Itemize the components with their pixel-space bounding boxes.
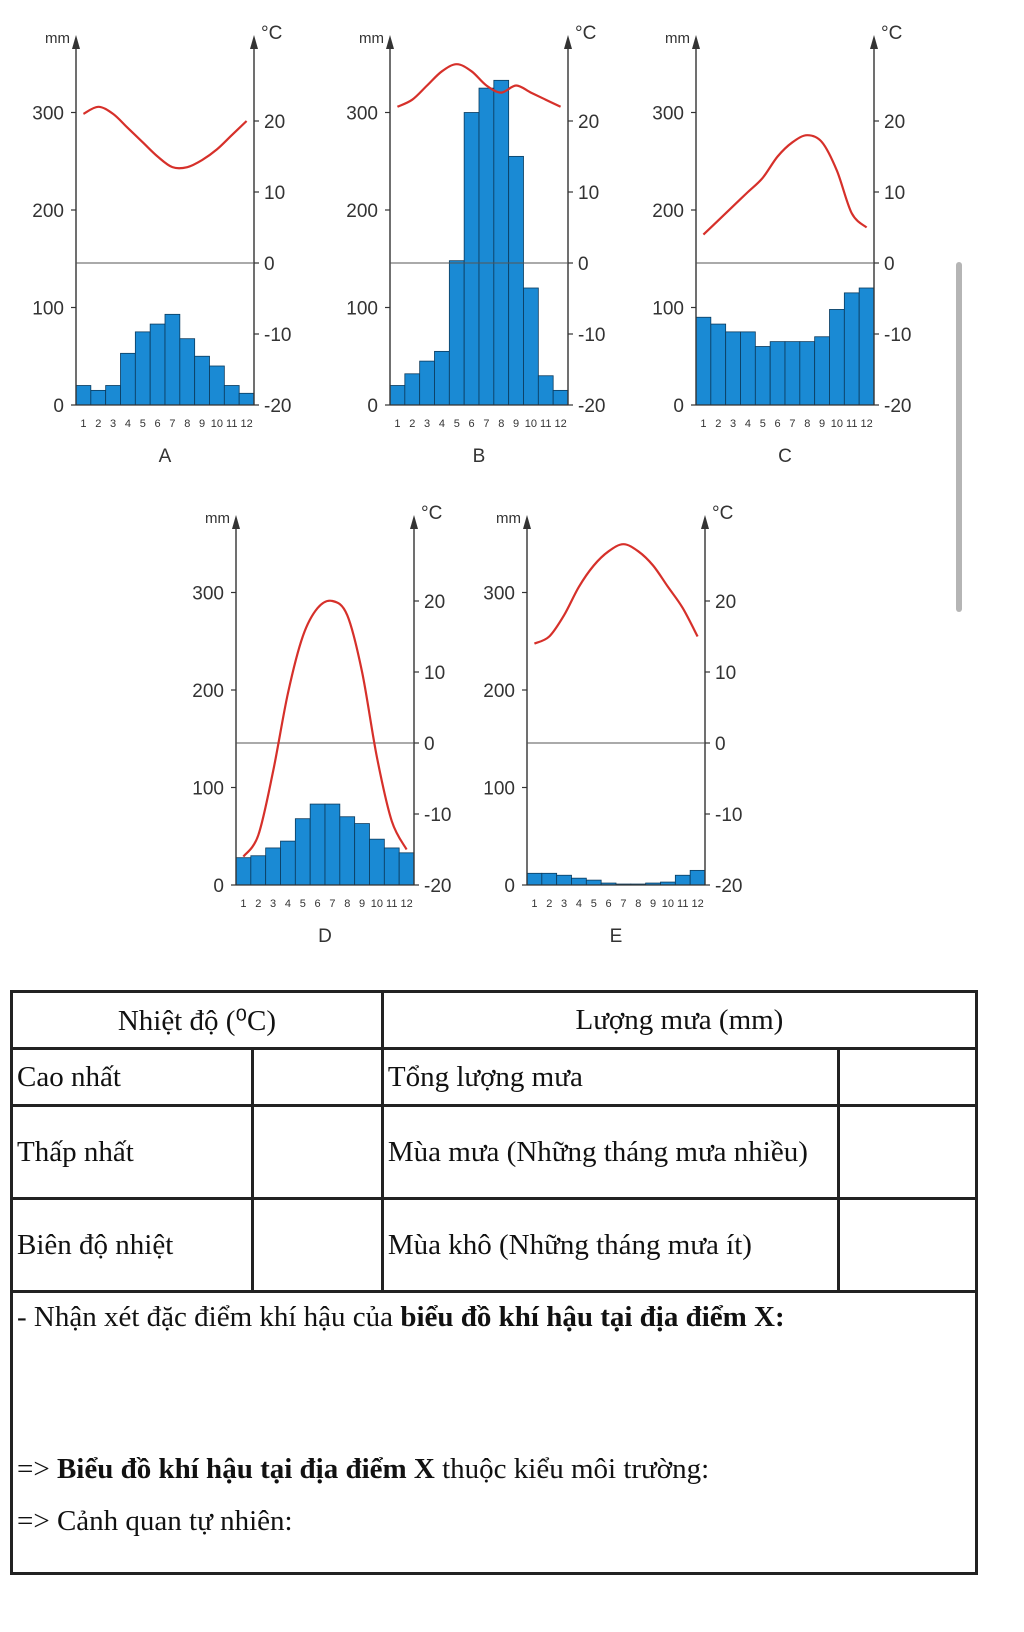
right-tick-label: 20 [715, 592, 737, 613]
climate-chart-c [652, 23, 911, 467]
month-tick-label: 9 [819, 418, 826, 430]
month-tick-label: 2 [95, 418, 102, 430]
right-tick-label: -10 [884, 325, 912, 346]
chart-label: D [318, 926, 332, 947]
left-tick-label: 100 [483, 778, 515, 800]
analysis-table [10, 990, 978, 1575]
vertical-scrollbar[interactable] [956, 262, 962, 612]
temperature-line [703, 135, 866, 234]
month-tick-label: 2 [255, 898, 262, 910]
month-tick-label: 6 [154, 418, 161, 430]
precip-bar [553, 390, 568, 405]
precip-bar [815, 337, 830, 405]
precip-bar [830, 309, 845, 405]
precip-bar [844, 293, 859, 405]
month-tick-label: 3 [110, 418, 117, 430]
precip-bar [399, 853, 414, 885]
precip-bar [538, 376, 553, 405]
precip-bar [675, 875, 690, 885]
left-tick-label: 200 [346, 201, 378, 222]
chart-label: E [609, 926, 623, 947]
precip-bar [76, 386, 91, 406]
left-tick-label: 0 [53, 396, 64, 417]
precip-bar [542, 873, 557, 885]
landscape-prompt: => Cảnh quan tự nhiên: [17, 1505, 293, 1537]
month-tick-label: 1 [700, 418, 707, 430]
precip-bar [224, 386, 239, 406]
month-tick-label: 3 [424, 418, 431, 430]
right-tick-label: 20 [264, 112, 286, 133]
precip-bar [325, 804, 340, 885]
precip-bar [195, 356, 210, 405]
month-tick-label: 8 [184, 418, 191, 430]
right-tick-label: 0 [578, 254, 589, 275]
month-tick-label: 4 [284, 898, 291, 910]
right-axis-arrow-icon [870, 35, 878, 49]
right-axis-unit: °C [421, 503, 443, 524]
left-axis-unit: mm [496, 510, 521, 527]
precip-bar [690, 870, 705, 885]
month-tick-label: 4 [124, 418, 131, 430]
chart-label: C [778, 446, 792, 467]
precip-bar [281, 841, 296, 885]
precip-bar [251, 856, 266, 885]
precip-bar [524, 288, 539, 405]
left-tick-label: 200 [652, 201, 684, 222]
right-tick-label: -10 [424, 805, 452, 826]
month-tick-label: 11 [226, 418, 238, 430]
row-label-rainy-season: Mùa mưa (Những tháng mưa nhiều) [382, 1106, 839, 1199]
month-tick-label: 12 [691, 898, 704, 910]
precip-bar [785, 342, 800, 405]
left-tick-label: 0 [504, 876, 515, 897]
month-tick-label: 11 [386, 898, 398, 910]
month-tick-label: 2 [715, 418, 722, 430]
month-tick-label: 6 [314, 898, 321, 910]
precip-bar [370, 839, 385, 885]
month-tick-label: 1 [80, 418, 87, 430]
right-tick-label: 10 [264, 183, 286, 204]
right-axis-arrow-icon [564, 35, 572, 49]
left-axis-unit: mm [45, 30, 70, 47]
precip-bar [527, 873, 542, 885]
month-tick-label: 11 [846, 418, 858, 430]
month-tick-label: 5 [299, 898, 306, 910]
month-tick-label: 10 [524, 418, 538, 430]
left-axis-unit: mm [205, 510, 230, 527]
left-axis-arrow-icon [72, 35, 80, 49]
precip-bar [479, 88, 494, 405]
month-tick-label: 8 [635, 898, 642, 910]
month-tick-label: 7 [620, 898, 627, 910]
right-axis-unit: °C [712, 503, 734, 524]
row-label-dry-season: Mùa khô (Những tháng mưa ít) [382, 1199, 839, 1292]
month-tick-label: 10 [830, 418, 844, 430]
right-axis-unit: °C [261, 23, 283, 44]
climate-chart-d [192, 503, 451, 947]
month-tick-label: 5 [453, 418, 460, 430]
right-tick-label: -10 [578, 325, 606, 346]
precip-bar [726, 332, 741, 405]
right-axis-arrow-icon [701, 515, 709, 529]
right-axis-arrow-icon [410, 515, 418, 529]
left-tick-label: 300 [483, 583, 515, 605]
left-tick-label: 0 [673, 396, 684, 417]
month-tick-label: 9 [650, 898, 657, 910]
month-tick-label: 10 [661, 898, 675, 910]
precip-bar [106, 386, 121, 406]
precip-bar [390, 386, 405, 406]
comment-prompt: - Nhận xét đặc điểm khí hậu của biểu đồ khí hậu tại địa điểm X: [17, 1301, 785, 1333]
precip-bar [340, 817, 355, 885]
precip-bar [755, 347, 770, 406]
dry-season-answer-cell[interactable] [839, 1199, 977, 1292]
chart-label: A [158, 446, 172, 467]
month-tick-label: 9 [359, 898, 366, 910]
right-axis-unit: °C [575, 23, 597, 44]
month-tick-label: 5 [590, 898, 597, 910]
precip-bar [509, 156, 524, 405]
month-tick-label: 10 [210, 418, 224, 430]
month-tick-label: 11 [677, 898, 689, 910]
left-tick-label: 300 [652, 103, 684, 125]
left-tick-label: 200 [483, 681, 515, 702]
right-tick-label: 0 [264, 254, 275, 275]
right-tick-label: 20 [424, 592, 446, 613]
precip-bar [355, 824, 370, 885]
precip-bar [420, 361, 435, 405]
temperature-line [83, 107, 246, 168]
left-axis-arrow-icon [386, 35, 394, 49]
month-tick-label: 12 [554, 418, 567, 430]
right-tick-label: 20 [578, 112, 600, 133]
month-tick-label: 10 [370, 898, 384, 910]
right-tick-label: -10 [715, 805, 743, 826]
left-tick-label: 300 [346, 103, 378, 125]
precip-bar [91, 390, 106, 405]
month-tick-label: 7 [789, 418, 796, 430]
precip-bar [266, 848, 281, 885]
left-tick-label: 100 [346, 298, 378, 320]
precip-bar [239, 393, 254, 405]
row-label-total-rain: Tổng lượng mưa [382, 1049, 839, 1106]
left-tick-label: 100 [32, 298, 64, 320]
left-tick-label: 0 [213, 876, 224, 897]
month-tick-label: 4 [438, 418, 445, 430]
month-tick-label: 5 [139, 418, 146, 430]
climate-charts [20, 0, 940, 990]
precip-bar [435, 351, 450, 405]
month-tick-label: 1 [394, 418, 401, 430]
left-tick-label: 300 [192, 583, 224, 605]
precip-bar [135, 332, 150, 405]
right-tick-label: 10 [424, 663, 446, 684]
precip-bar [295, 819, 310, 885]
temperature-header: Nhiệt độ (⁰C) [12, 992, 383, 1049]
month-tick-label: 2 [409, 418, 416, 430]
month-tick-label: 7 [329, 898, 336, 910]
right-tick-label: -10 [264, 325, 292, 346]
right-tick-label: -20 [264, 396, 292, 417]
precip-bar [586, 880, 601, 885]
chart-label: B [472, 446, 486, 467]
precip-bar [557, 875, 572, 885]
precip-bar [384, 848, 399, 885]
row-label-max-temp: Cao nhất [12, 1049, 253, 1106]
left-tick-label: 200 [192, 681, 224, 702]
precip-bar [572, 878, 587, 885]
month-tick-label: 3 [730, 418, 737, 430]
left-axis-arrow-icon [523, 515, 531, 529]
left-axis-arrow-icon [692, 35, 700, 49]
right-tick-label: 20 [884, 112, 906, 133]
month-tick-label: 11 [540, 418, 552, 430]
precip-bar [405, 374, 420, 405]
rainy-season-answer-cell[interactable] [839, 1106, 977, 1199]
precip-bar [121, 353, 136, 405]
left-tick-label: 300 [32, 103, 64, 125]
min-temp-answer-cell[interactable] [253, 1106, 383, 1199]
temperature-line [534, 544, 697, 643]
month-tick-label: 12 [860, 418, 873, 430]
month-tick-label: 6 [605, 898, 612, 910]
left-tick-label: 100 [652, 298, 684, 320]
month-tick-label: 8 [498, 418, 505, 430]
month-tick-label: 12 [400, 898, 413, 910]
climate-chart-e [483, 503, 742, 947]
month-tick-label: 7 [169, 418, 176, 430]
month-tick-label: 9 [513, 418, 520, 430]
month-tick-label: 4 [744, 418, 751, 430]
left-axis-unit: mm [665, 30, 690, 47]
left-tick-label: 200 [32, 201, 64, 222]
max-temp-answer-cell[interactable] [253, 1049, 383, 1106]
month-tick-label: 8 [344, 898, 351, 910]
climate-chart-a [32, 23, 291, 467]
right-tick-label: -20 [715, 876, 743, 897]
month-tick-label: 6 [468, 418, 475, 430]
month-tick-label: 3 [270, 898, 277, 910]
precip-bar [770, 342, 785, 405]
precip-bar [310, 804, 325, 885]
precip-bar [711, 324, 726, 405]
right-axis-unit: °C [881, 23, 903, 44]
right-tick-label: 10 [578, 183, 600, 204]
month-tick-label: 8 [804, 418, 811, 430]
precip-bar [741, 332, 756, 405]
precip-bar [494, 80, 509, 405]
rainfall-header: Lượng mưa (mm) [382, 992, 976, 1049]
climate-charts-panel [20, 0, 940, 990]
right-tick-label: -20 [578, 396, 606, 417]
precip-bar [859, 288, 874, 405]
month-tick-label: 5 [759, 418, 766, 430]
left-axis-unit: mm [359, 30, 384, 47]
month-tick-label: 1 [240, 898, 247, 910]
precip-bar [696, 317, 711, 405]
right-axis-arrow-icon [250, 35, 258, 49]
month-tick-label: 2 [546, 898, 553, 910]
right-tick-label: 10 [884, 183, 906, 204]
row-label-temp-range: Biên độ nhiệt [12, 1199, 253, 1292]
right-tick-label: -20 [884, 396, 912, 417]
right-tick-label: -20 [424, 876, 452, 897]
precip-bar [236, 858, 251, 885]
month-tick-label: 4 [575, 898, 582, 910]
month-tick-label: 7 [483, 418, 490, 430]
environment-prompt: => Biểu đồ khí hậu tại địa điểm X thuộc kiểu môi trường: [17, 1453, 710, 1485]
month-tick-label: 3 [561, 898, 568, 910]
right-tick-label: 0 [715, 734, 726, 755]
total-rain-answer-cell[interactable] [839, 1049, 977, 1106]
comment-section[interactable] [12, 1292, 977, 1574]
month-tick-label: 6 [774, 418, 781, 430]
month-tick-label: 9 [199, 418, 206, 430]
precip-bar [449, 261, 464, 405]
right-tick-label: 0 [884, 254, 895, 275]
month-tick-label: 12 [240, 418, 253, 430]
right-tick-label: 10 [715, 663, 737, 684]
month-tick-label: 1 [531, 898, 538, 910]
left-tick-label: 0 [367, 396, 378, 417]
row-label-min-temp: Thấp nhất [12, 1106, 253, 1199]
precip-bar [464, 113, 479, 406]
precip-bar [150, 324, 165, 405]
precip-bar [800, 342, 815, 405]
right-tick-label: 0 [424, 734, 435, 755]
left-tick-label: 100 [192, 778, 224, 800]
precip-bar [180, 339, 195, 405]
left-axis-arrow-icon [232, 515, 240, 529]
precip-bar [210, 366, 225, 405]
climate-chart-b [346, 23, 605, 467]
precip-bar [165, 314, 180, 405]
temp-range-answer-cell[interactable] [253, 1199, 383, 1292]
